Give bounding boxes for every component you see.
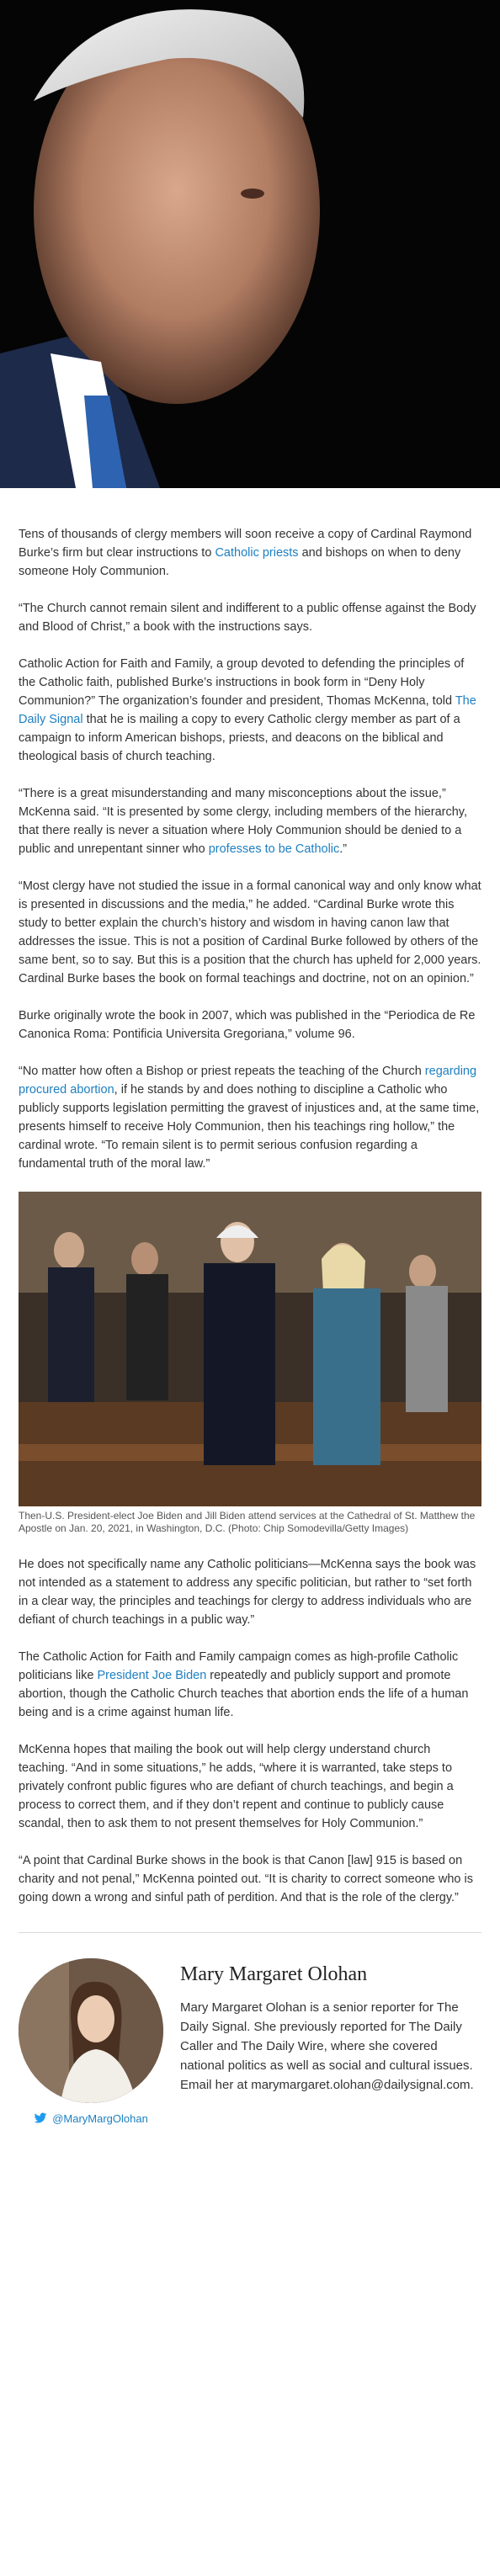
author-bio-right <box>180 1958 481 2125</box>
author-name[interactable]: Mary Margaret Olohan <box>180 1963 368 1985</box>
twitter-handle[interactable]: @MaryMargOlohan <box>52 2111 148 2125</box>
catholic-priests-link[interactable]: Catholic priests <box>215 546 299 560</box>
article-paragraph: McKenna hopes that mailing the book out will help clergy understand church teaching. “And in some situations,” he adds, “where it is warranted, take steps to privately confront public figures who are defiant of church teachings, and begin a process to correct them, and if they don’t repent and continue to publicly cause scandal, then to ask them to not present themselves for Holy Communion.” <box>19 1743 454 1830</box>
author-bio-text: Mary Margaret Olohan is a senior reporter for The Daily Signal. She previously reported for The Daily Caller and The Daily Wire, where she covered national politics as well as social and cultural issues. Email her at marymargaret.olohan@dailysignal.com. <box>180 2000 474 2092</box>
author-avatar[interactable] <box>19 1958 163 2103</box>
twitter-icon <box>34 2111 47 2125</box>
daily-signal-link[interactable]: The Daily Signal <box>19 694 476 726</box>
author-bio-left <box>19 1958 163 2125</box>
article-paragraph: “The Church cannot remain silent and indifferent to a public offense against the Body and Blood of Christ,” a book with the instructions says. <box>19 602 476 634</box>
article-paragraph: He does not specifically name any Catholic politicians—McKenna says the book was not intended as a statement to address any specific politician, but rather to “set forth in a clear way, the principles and teachings for clergy to address individuals who are defiant of church teachings in a public way.” <box>19 1558 476 1627</box>
hero-image <box>0 0 500 488</box>
professes-catholic-link[interactable]: professes to be Catholic <box>208 842 340 856</box>
article-paragraph: “There is a great misunderstanding and many misconceptions about the issue,” McKenna said. “It is presented by some clergy, including members of the hierarchy, that there really is never a situation where Holy Communion should be denied to a public and unrepentant sinner who professes to be Catholic.” <box>19 787 467 856</box>
article-paragraph: “Most clergy have not studied the issue in a formal canonical way and only know what is presented in discussions and the media,” he added. “Cardinal Burke wrote this study to better explain the church’s history and wisdom in having canon law that addresses the issue. This is not a position of Cardinal Burke followed by others of the same bent, so to say. But this is a position that the church has upheld for 2,000 years. Cardinal Burke bases the book on formal teachings and doctrine, not on an opinion.” <box>19 879 481 985</box>
author-bio <box>19 1958 481 2159</box>
president-joe-biden-link[interactable]: President Joe Biden <box>97 1669 207 1682</box>
article-body <box>0 525 500 2159</box>
article-photo <box>19 1192 481 1506</box>
article-paragraph: Catholic Action for Faith and Family, a group devoted to defending the principles of the Catholic faith, published Burke’s instructions in book form in “Deny Holy Communion?” The organization’s founder and president, Thomas McKenna, told The Daily Signal that he is mailing a copy to every Catholic clergy member as part of a campaign to inform American bishops, priests, and deacons on the biblical and theological basis of church teaching. <box>19 657 476 763</box>
article-paragraph: Tens of thousands of clergy members will soon receive a copy of Cardinal Raymond Burke’s firm but clear instructions to Catholic priests and bishops on when to deny someone Holy Communion. <box>19 528 472 578</box>
photo-caption: Then-U.S. President-elect Joe Biden and Jill Biden attend services at the Cathedral of St. Matthew the Apostle on Jan. 20, 2021, in Washington, D.C. (Photo: Chip Somodevilla/Getty Images) <box>19 1510 476 1534</box>
article-paragraph: Burke originally wrote the book in 2007, which was published in the “Periodica de Re Canonica Roma: Pontificia Universita Gregoriana,” volume 96. <box>19 1009 476 1041</box>
article-paragraph: “No matter how often a Bishop or priest repeats the teaching of the Church regarding procured abortion, if he stands by and does nothing to discipline a Catholic who publicly supports legislation permitting the gravest of injustices and, at the same time, presents himself to receive Holy Communion, then his teachings ring hollow,” the cardinal wrote. “To remain silent is to permit serious confusion regarding a fundamental truth of the moral law.” <box>19 1065 480 1171</box>
hero-portrait <box>0 0 500 488</box>
procured-abortion-link[interactable]: regarding procured abortion <box>19 1065 477 1097</box>
divider <box>19 1932 481 1933</box>
article-paragraph: The Catholic Action for Faith and Family campaign comes as high-profile Catholic politicians like President Joe Biden repeatedly and publicly support and promote abortion, though the Catholic Church teaches that abortion ends the life of a human being and is a crime against human life. <box>19 1650 469 1719</box>
author-twitter[interactable] <box>34 2111 148 2125</box>
article-paragraph: “A point that Cardinal Burke shows in the book is that Canon [law] 915 is based on charity and not penal,” McKenna pointed out. “It is charity to correct someone who is going down a wrong and sinful path of perdition. And that is the role of the clergy.” <box>19 1854 473 1904</box>
author-avatar-image <box>19 1958 163 2103</box>
church-service-photo <box>19 1192 481 1506</box>
article-figure <box>19 1192 481 1535</box>
